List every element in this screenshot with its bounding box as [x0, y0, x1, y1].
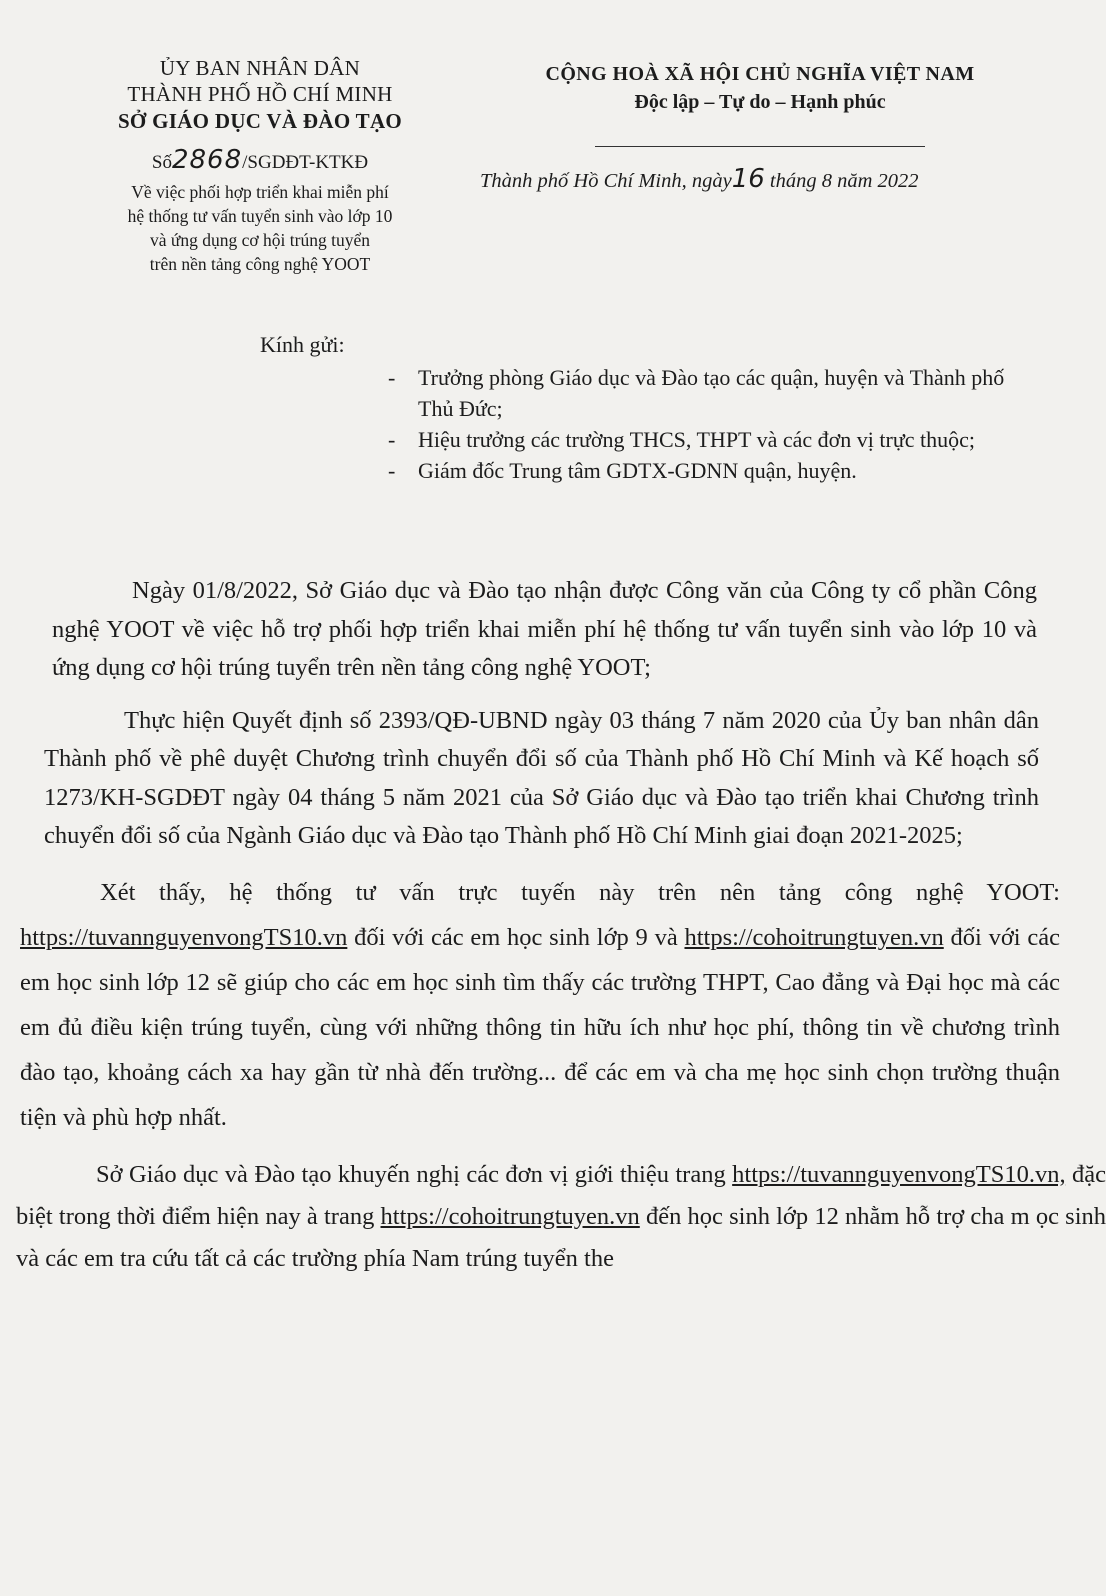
motto-underline [595, 146, 925, 147]
recipients-label: Kính gửi: [260, 332, 345, 357]
date-line [480, 164, 1040, 194]
recipient-item: - Hiệu trưởng các trường THCS, THPT và các đơn vị trực thuộc; [388, 424, 1028, 455]
subject-line: và ứng dụng cơ hội trúng tuyển [150, 230, 370, 250]
body-paragraph-3 [20, 870, 1060, 1140]
agency-line-1: ỦY BAN NHÂN DÂN [159, 56, 361, 80]
doc-number-handwritten: 2868 [171, 145, 243, 175]
national-motto: Độc lập – Tự do – Hạnh phúc [634, 91, 886, 113]
link-tuvannguyenvong[interactable]: https://tuvannguyenvongTS10.vn [20, 923, 348, 951]
agency-line-2: THÀNH PHỐ HỒ CHÍ MINH [127, 82, 393, 106]
recipients-list [388, 362, 1028, 486]
doc-suffix: /SGDĐT-KTKĐ [242, 152, 369, 173]
subject-line: hệ thống tư vấn tuyển sinh vào lớp 10 [127, 206, 393, 226]
p4-text-b: đặc biệt trong thời điểm hiện nay à trang [16, 1160, 1106, 1230]
doc-prefix: Số [151, 152, 172, 173]
p4-text-a: Sở Giáo dục và Đào tạo khuyến nghị các đơn vị giới thiệu trang [96, 1160, 726, 1188]
date-day-handwritten: 16 [731, 164, 765, 194]
p3-text-a: Xét thấy, hệ thống tư vấn trực tuyến này trên nên tảng công nghệ YOOT: [100, 878, 1060, 906]
body-paragraph-4 [16, 1154, 1106, 1280]
recipient-item: - Trưởng phòng Giáo dục và Đào tạo các quận, huyện và Thành phố Thủ Đức; [388, 362, 1028, 424]
date-suffix: tháng 8 năm 2022 [769, 170, 919, 192]
agency-line-3: SỞ GIÁO DỤC VÀ ĐÀO TẠO [117, 109, 403, 133]
issuing-agency-block [60, 55, 460, 276]
recipient-item: - Giám đốc Trung tâm GDTX-GDNN quận, huyện. [388, 455, 1028, 486]
p3-text-c: đối với các em học sinh lớp 12 sẽ giúp cho các em học sinh tìm thấy các trường THPT, Cao đẳng và Đại học mà các em đủ điều kiện trúng tuyển, cùng với những thông tin hữu ích như học phí, thông tin về chương trình đào tạo, khoảng cách xa hay gần từ nhà đến trường... để các em và cha mẹ học sinh chọn trường thuận tiện và phù hợp nhất. [20, 923, 1060, 1131]
national-motto-block [470, 60, 1050, 147]
document-subject [60, 180, 460, 276]
p3-text-b: đối với các em học sinh lớp 9 và [354, 923, 678, 951]
link-cohoitrungtuyen-2[interactable]: https://cohoitrungtuyen.vn [380, 1202, 640, 1230]
country-name: CỘNG HOÀ XÃ HỘI CHỦ NGHĨA VIỆT NAM [545, 63, 975, 85]
body-paragraph-1: Ngày 01/8/2022, Sở Giáo dục và Đào tạo nhận được Công văn của Công ty cổ phần Công nghệ YOOT về việc hỗ trợ phối hợp triển khai miễn phí hệ thống tư vấn tuyển sinh vào lớp 10 và ứng dụng cơ hội trúng tuyển trên nền tảng công nghệ YOOT; [52, 577, 1037, 681]
link-tuvannguyenvong-2[interactable]: https://tuvannguyenvongTS10.vn, [732, 1160, 1066, 1188]
subject-line: Về việc phối hợp triển khai miễn phí [131, 182, 389, 202]
p4-text-c: đến học sinh lớp 12 nhằm hỗ trợ cha m ọc sinh và các em tra cứu tất cả các trường phía Nam trúng tuyển the [16, 1202, 1106, 1272]
subject-line: trên nền tảng công nghệ YOOT [149, 254, 371, 274]
link-cohoitrungtuyen[interactable]: https://cohoitrungtuyen.vn [684, 923, 944, 951]
date-prefix: Thành phố Hồ Chí Minh, ngày [480, 170, 732, 192]
document-body [16, 572, 1106, 1294]
body-paragraph-2: Thực hiện Quyết định số 2393/QĐ-UBND ngày 03 tháng 7 năm 2020 của Ủy ban nhân dân Thành phố về phê duyệt Chương trình chuyển đổi số của Thành phố Hồ Chí Minh và Kế hoạch số 1273/KH-SGDĐT ngày 04 tháng 5 năm 2021 của Sở Giáo dục và Đào tạo triển khai Chương trình chuyển đổi số của Ngành Giáo dục và Đào tạo Thành phố Hồ Chí Minh giai đoạn 2021-2025; [44, 706, 1039, 849]
document-number [60, 145, 460, 178]
